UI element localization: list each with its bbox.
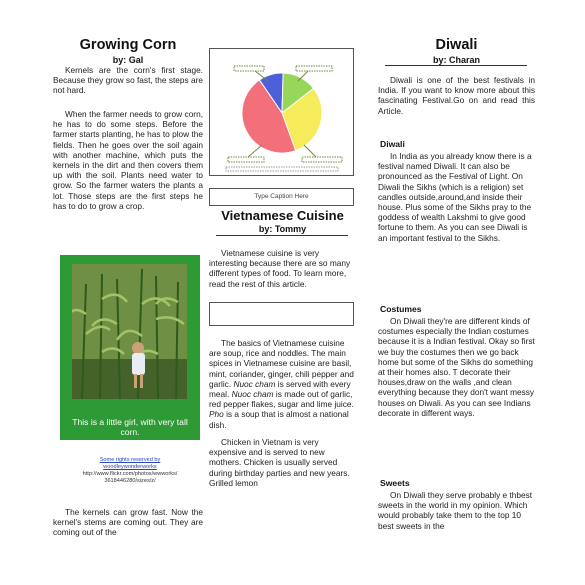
term-nuoc-cham-2: Nuoc cham: [231, 389, 274, 400]
corn-paragraph-3: The kernels can grow fast. Now the kernel's stems are coming out. They are coming out of the: [53, 507, 203, 538]
pie-chart-box: [209, 48, 354, 176]
vietnam-empty-box: [209, 302, 354, 326]
vietnam-byline: by: Tommy: [258, 224, 307, 234]
diwali-section-2: On Diwali they're are different kinds of costumes especially the Indian costumes because it is a Indian festival. Okay so first we buy the costumes then we go back home but some of the Sikhs do something at their homes also. T decorate their houses,draw on the walls ,and clean everything because they don't want messy houses on Diwali. As you can see Indians decorate in different ways.: [378, 316, 535, 418]
credit-url-cont: 3618446280/sizes/z/: [104, 478, 156, 484]
credit-link-rights[interactable]: Some rights reserved by: [99, 457, 161, 463]
term-nuoc-cham-1: Nuoc cham: [233, 378, 276, 389]
diwali-byline: by: Charan: [432, 55, 480, 65]
vietnam-p1-part-a: The basics of Vietnamese cuisine are soup, rice and noddles. The main spices in Vietnamese cuisine are basil, mint, coriander, ginger, chili pepper and garlic.: [209, 338, 354, 389]
vietnam-p1-part-b: is served with every meal.: [209, 378, 351, 400]
corn-byline: by: Gal: [112, 55, 144, 65]
legend-label-bottom-right: [302, 157, 342, 162]
term-pho: Pho: [209, 409, 224, 420]
corn-photo-caption: This is a little girl, with very tall corn.: [72, 417, 188, 437]
credit-link-author[interactable]: woodleywonderworks: [103, 464, 157, 470]
corn-photo-frame: [60, 255, 200, 440]
vietnam-intro: Vietnamese cuisine is very interesting because there are so many different types of food. To learn more, read the rest of this article.: [209, 248, 351, 289]
corn-paragraph-1: Kernels are the corn's first stage. Because they grow so fast, the steps are not hard.: [53, 65, 203, 96]
legend-label-footer: [226, 167, 338, 171]
diwali-heading-costumes: Costumes: [380, 304, 422, 314]
corn-photo: [72, 264, 187, 399]
vietnam-p1-part-c: is made out of garlic, red pepper flakes, sugar and lime juice.: [209, 389, 354, 410]
diwali-section-3: On Diwali they serve probably e thbest sweets in the world in my opinion. Which would probably take them to the top 10 best sweets in the: [378, 490, 533, 531]
diwali-heading-diwali: Diwali: [380, 139, 405, 149]
diwali-heading-sweets: Sweets: [380, 478, 410, 488]
callout-line-bottom-right: [304, 145, 316, 157]
pie-chart: [210, 49, 353, 175]
caption-placeholder: Type Caption Here: [254, 193, 309, 200]
legend-label-bottom-left: [228, 157, 264, 162]
vietnam-paragraph-1: [209, 338, 356, 430]
diwali-section-1: In India as you already know there is a festival named Diwali. It can also be pronounced as the Festival of Light. On Diwali the Sikhs (which is a religion) set candles outside,around,and inside their house. Plus some of the Sikhs pray to the goddess of wealth Lakshmi to give good fortune to them. As you can see Diwali is an important festival to the Sikhs.: [378, 151, 532, 243]
vietnam-paragraph-2: Chicken in Vietnam is very expensive and is served to new mothers. Chicken is usually served during birthday parties and new years. Grilled lemon: [209, 437, 350, 488]
photo-credit: [55, 457, 205, 485]
legend-label-top-left: [234, 66, 264, 71]
vietnam-rule: [216, 235, 348, 236]
callout-line-bottom-left: [248, 145, 262, 157]
vietnam-title: Vietnamese Cuisine: [221, 208, 344, 223]
diwali-title: Diwali: [435, 37, 478, 53]
credit-url: http://www.flickr.com/photos/wwworks/: [82, 471, 178, 477]
corn-stalks-image: [72, 264, 187, 399]
diwali-intro: Diwali is one of the best festivals in India. If you want to know more about this fascinating Festival.Go on and read this Article.: [378, 75, 535, 116]
diwali-rule: [385, 65, 527, 66]
corn-paragraph-2: When the farmer needs to grow corn, he has to do some steps. Before the farmer starts planting, he has to plow the fields. Then he goes over the soil again with another machine, which puts the kernels in the dirt and then covers them up with the soil. Plants need water to grow. So the farmer waters the plants a lot. Those steps are the first steps he has to do to grow a crop.: [53, 109, 203, 211]
corn-title: Growing Corn: [79, 37, 177, 53]
legend-label-top-right: [296, 66, 332, 71]
caption-input-box[interactable]: [209, 188, 354, 206]
vietnam-p1-part-d: is a soup that is almost a national dish.: [209, 409, 349, 430]
